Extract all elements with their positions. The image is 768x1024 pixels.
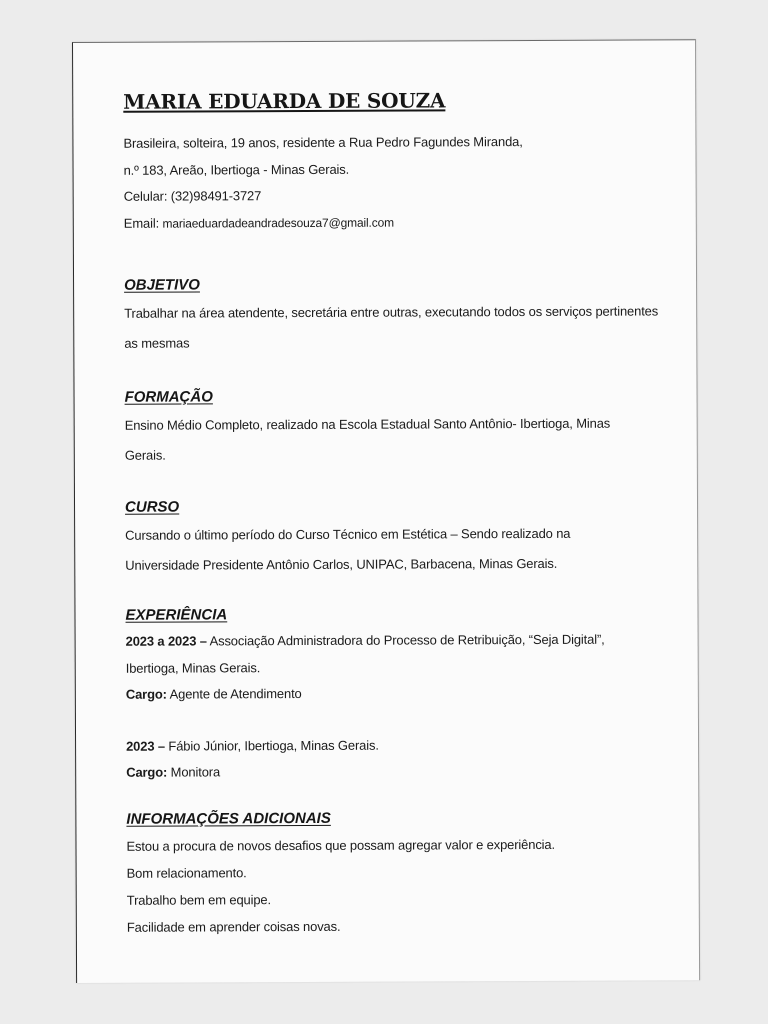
section-curso — [125, 494, 695, 580]
job-role-label: Cargo: — [125, 686, 167, 702]
phone-line — [124, 181, 694, 210]
job-role — [126, 757, 696, 786]
formacao-line-1: Ensino Médio Completo, realizado na Escola Estadual Santo Antônio- Ibertioga, Minas — [124, 415, 611, 433]
candidate-name: MARIA EDUARDA DE SOUZA — [123, 88, 446, 114]
job-role — [126, 679, 696, 708]
job-location: Ibertioga, Minas Gerais. — [125, 659, 261, 676]
resume-page — [72, 39, 700, 983]
job-description: Associação Administradora do Processo de Retribuição, “Seja Digital”, — [209, 631, 605, 649]
phone-value: (32)98491-3727 — [170, 188, 262, 204]
job-role-label: Cargo: — [126, 764, 168, 780]
personal-line-2: n.º 183, Areão, Ibertioga - Minas Gerais. — [123, 161, 350, 178]
info-item: Facilidade em aprender coisas novas. — [126, 918, 341, 935]
personal-info — [123, 128, 693, 236]
email-value: mariaeduardadeandradesouza7@gmail.com — [162, 215, 394, 231]
info-item: Estou a procura de novos desafios que possam agregar valor e experiência. — [126, 836, 555, 854]
job-spacer — [126, 706, 696, 733]
job-period: 2023 a 2023 – — [125, 633, 207, 649]
section-objetivo — [124, 272, 694, 358]
formacao-line-2: Gerais. — [124, 447, 166, 463]
section-title-curso: CURSO — [124, 498, 180, 516]
curso-line-1: Cursando o último período do Curso Técnico em Estética – Sendo realizado na — [125, 525, 571, 543]
curso-line-2: Universidade Presidente Antônio Carlos, UNIPAC, Barbacena, Minas Gerais. — [125, 555, 558, 573]
section-title-experiencia: EXPERIÊNCIA — [125, 606, 228, 624]
personal-line-1: Brasileira, solteira, 19 anos, residente a Rua Pedro Fagundes Miranda, — [123, 134, 523, 151]
section-experiencia — [125, 602, 696, 786]
section-title-informacoes: INFORMAÇÕES ADICIONAIS — [126, 809, 331, 828]
job-description: Fábio Júnior, Ibertioga, Minas Gerais. — [168, 737, 379, 754]
job-entry — [126, 626, 696, 708]
info-item: Bom relacionamento. — [126, 864, 247, 881]
objetivo-line-1: Trabalhar na área atendente, secretária entre outras, executando todos os serviços pertinentes — [124, 303, 659, 321]
email-label: Email: — [123, 215, 160, 231]
job-role-value: Monitora — [170, 764, 221, 780]
phone-label: Celular: — [123, 188, 168, 204]
job-period: 2023 – — [126, 738, 165, 754]
email-line — [124, 208, 694, 237]
job-role-value: Agente de Atendimento — [169, 686, 302, 702]
job-header — [126, 626, 696, 655]
objetivo-line-2: as mesmas — [124, 335, 190, 351]
job-header — [126, 731, 696, 760]
section-title-formacao: FORMAÇÃO — [124, 388, 213, 406]
info-item: Trabalho bem em equipe. — [126, 891, 271, 908]
section-formacao — [125, 384, 695, 470]
section-informacoes — [126, 806, 697, 940]
resume-content — [123, 86, 697, 940]
job-entry — [126, 731, 696, 786]
section-title-objetivo: OBJETIVO — [124, 276, 200, 294]
